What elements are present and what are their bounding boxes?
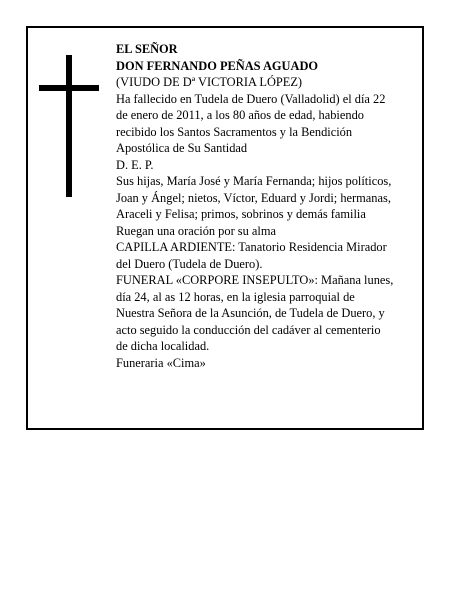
death-line: Apostólica de Su Santidad	[116, 141, 248, 155]
dep-line: D. E. P.	[116, 157, 154, 172]
death-line: Ha fallecido en Tudela de Duero (Valladolid) el día 22	[116, 91, 386, 106]
heading-title: EL SEÑOR	[116, 42, 178, 56]
cross-vertical-bar	[66, 55, 72, 197]
family-line: Joan y Ángel; nietos, Víctor, Eduard y Jordi; hermanas,	[116, 190, 391, 205]
funeral-home: Funeraria «Cima»	[116, 355, 206, 370]
cross-horizontal-bar	[39, 85, 99, 91]
prayer-line: Ruegan una oración por su alma	[116, 223, 276, 238]
funeral-line: de dicha localidad.	[116, 339, 210, 353]
death-line: de enero de 2011, a los 80 años de edad, habiendo	[116, 108, 364, 122]
cross-icon	[39, 55, 99, 197]
funeral-line: día 24, al as 12 horas, en la iglesia parroquial de	[116, 289, 355, 304]
deceased-name: DON FERNANDO PEÑAS AGUADO	[116, 58, 319, 73]
chapel-line: del Duero (Tudela de Duero).	[116, 256, 263, 271]
chapel-line: CAPILLA ARDIENTE: Tanatorio Residencia Mirador	[116, 240, 387, 254]
funeral-line: FUNERAL «CORPORE INSEPULTO»: Mañana lunes,	[116, 273, 394, 287]
funeral-line: Nuestra Señora de la Asunción, de Tudela de Duero, y	[116, 306, 385, 320]
notice-text	[116, 41, 422, 371]
family-line: Araceli y Felisa; primos, sobrinos y demás familia	[116, 207, 366, 221]
family-line: Sus hijas, María José y María Fernanda; hijos políticos,	[116, 174, 392, 188]
widower-line: (VIUDO DE Dª VICTORIA LÓPEZ)	[116, 75, 303, 89]
funeral-line: acto seguido la conducción del cadáver al cementerio	[116, 322, 381, 337]
obituary-notice	[26, 26, 424, 430]
death-line: recibido los Santos Sacramentos y la Bendición	[116, 124, 353, 139]
